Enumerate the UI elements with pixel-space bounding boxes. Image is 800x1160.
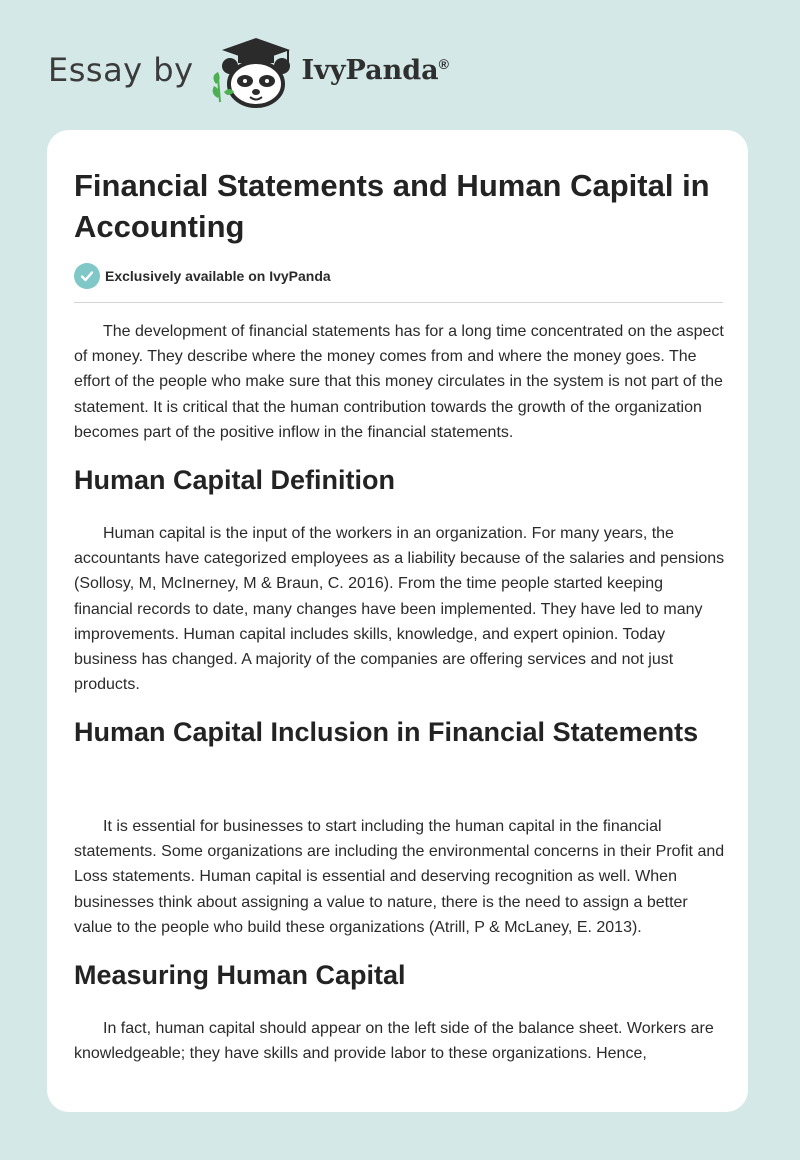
check-icon [74, 263, 100, 289]
site-header [48, 32, 748, 112]
essay-card [47, 130, 748, 1112]
exclusive-badge [74, 263, 331, 289]
section-heading: Human Capital Definition [74, 465, 396, 495]
badge-text: Exclusively available on IvyPanda [105, 268, 331, 284]
panda-logo-icon[interactable] [208, 36, 296, 108]
section-paragraph: Human capital is the input of the workers in an organization. For many years, the accountants have categorized employees as a liability because of the salaries and pensions (Sollosy, M, McInerney, M & Braun, C. 2016). From the time people started keeping financial records to date, many changes have been implemented. They have led to many improvements. Human capital includes skills, knowledge, and expert opinion. Today business has changed. A majority of the companies are offering services and not just products. [74, 525, 725, 694]
divider [74, 302, 723, 303]
intro-paragraph: The development of financial statements has for a long time concentrated on the aspect of money. They describe where the money comes from and where the money goes. The effort of the people who make sure that this money circulates in the system is not part of the statement. It is critical that the human contribution towards the growth of the organization becomes part of the positive inflow in the financial statements. [74, 323, 724, 441]
essay-by-label: Essay by [48, 51, 194, 89]
section-paragraph: In fact, human capital should appear on the left side of the balance sheet. Workers are knowledgeable; they have skills and provide labor to these organizations. Hence, [74, 1020, 714, 1063]
section-paragraph: It is essential for businesses to start including the human capital in the financial statements. Some organizations are including the environmental concerns in their Profit and Loss statements. Human capital is essential and deserving recognition as well. When businesses think about assigning a value to nature, there is the need to assign a better value to the people who build these organizations (Atrill, P & McLaney, E. 2013). [74, 818, 725, 936]
section-heading: Human Capital Inclusion in Financial Statements [74, 717, 699, 747]
section-heading: Measuring Human Capital [74, 960, 406, 990]
brand-name[interactable]: IvyPanda® [301, 54, 449, 86]
page-title: Financial Statements and Human Capital in Accounting [74, 168, 710, 244]
